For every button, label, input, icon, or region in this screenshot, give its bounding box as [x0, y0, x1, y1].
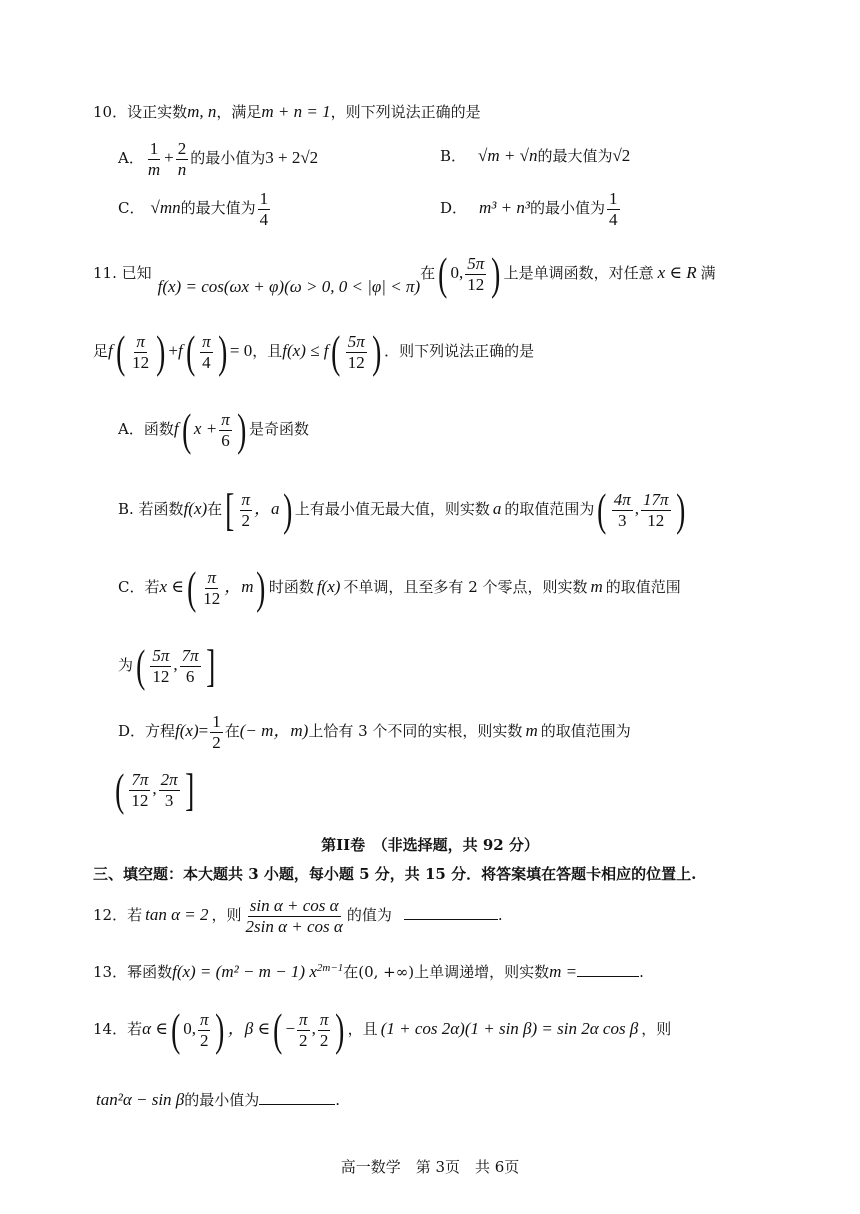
fraction: $\frac{1}{4}$ [609, 188, 618, 229]
q11-option-c-cont: 为( $\frac{5\pi}{12}$ , $\frac{7\pi}{6}$ ] [118, 640, 215, 691]
fraction: $\frac{\text{sin α + cos α}}{\text{2sin α + cos α}}$ [245, 895, 343, 936]
fraction: $\frac{5\pi}{12}$ [152, 645, 170, 686]
fraction: $\frac{7\pi}{12}$ [131, 769, 149, 810]
fraction: $\frac{7\pi}{6}$ [181, 645, 199, 686]
fraction: $\frac{4\pi}{3}$ [613, 489, 631, 530]
q11-option-b: B. 若函数f(x)在[ $\frac{\pi}{2}$ ，a) 上有最小值无最大值，则实数 a 的取值范围为( $\frac{4\pi}{3}$ , $\frac{17\pi}{12}$ ) [118, 484, 685, 535]
q10-option-c: C． √mn的最大值为 $\frac{1}{4}$ [118, 188, 269, 229]
q11-option-d: D．方程f(x)= $\frac{1}{2}$ 在(− m，m)上恰有 3 个不同的实根，则实数 m 的取值范围为 [118, 711, 631, 752]
q11-option-c: C．若x ∈( $\frac{\pi}{12}$ ，m) 时函数 f(x) 不单调，且至多有 2 个零点，则实数 m 的取值范围 [118, 562, 681, 613]
fraction: $\frac{5\pi}{12}$ [347, 331, 365, 372]
q10-option-d: D． m³ + n³的最小值为 $\frac{1}{4}$ [440, 188, 618, 229]
fraction: $\frac{1}{4}$ [259, 188, 269, 229]
q11-option-a: A．函数f( x + $\frac{\pi}{6}$ ) 是奇函数 [118, 404, 310, 455]
q11-stem: 11. 已知f(x) = cos(ωx + φ)(ω > 0, 0 < |φ| < π)在( 0, $\frac{5\pi}{12}$ ) 上是单调函数，对任意 x ∈ R 满 [93, 248, 716, 299]
q10-option-b: B． √m + √n的最大值为√2 [440, 146, 631, 165]
answer-blank[interactable] [577, 960, 639, 977]
fraction: $\frac{\pi}{12}$ [203, 567, 221, 608]
q14-line2: tan²α − sin β的最小值为 . [96, 1090, 341, 1109]
q11-line2: 足f( $\frac{\pi}{12}$ ) +f( $\frac{\pi}{4}$ ) = 0，且f(x) ≤ f( $\frac{5\pi}{12}$ ) ．则下列说法正确的是 [93, 326, 535, 377]
fraction: $\frac{17\pi}{12}$ [643, 489, 669, 530]
fraction: $\frac{1}{2}$ [212, 711, 221, 752]
q12: 12．若 tan α = 2 ，则 $\frac{\text{sin α + cos α}}{\text{2sin α + cos α}}$ 的值为 . [93, 895, 503, 936]
fraction: $\frac{\pi}{2}$ [299, 1009, 308, 1050]
q10-stem: 10．设正实数m, n，满足m + n = 1，则下列说法正确的是 [93, 102, 481, 121]
fraction: $\frac{\pi}{12}$ [132, 331, 150, 372]
fraction: $\frac{\pi}{4}$ [202, 331, 211, 372]
q11-option-d-cont: ( $\frac{7\pi}{12}$ , $\frac{2\pi}{3}$ ] [115, 764, 194, 815]
fraction: $\frac{2}{n}$ [177, 138, 187, 179]
fraction: $\frac{1}{m}$ [147, 138, 161, 179]
fraction: $\frac{2\pi}{3}$ [160, 769, 178, 810]
answer-blank[interactable] [259, 1088, 335, 1105]
q13: 13．幂函数f(x) = (m² − m − 1) $x^{2m-1}$在(0, +∞)上单调递增，则实数m = . [93, 962, 644, 981]
fraction: $\frac{\pi}{2}$ [199, 1009, 209, 1050]
page-footer: 高一数学 第 3页 共 6页 [340, 1158, 520, 1176]
fraction: $\frac{5\pi}{12}$ [467, 253, 485, 294]
q10-option-a: A． $\frac{1}{m}$ + $\frac{2}{n}$ 的最小值为3 + 2√2 [118, 138, 319, 179]
answer-blank[interactable] [404, 903, 498, 920]
fraction: $\frac{\pi}{6}$ [221, 409, 230, 450]
q14: 14．若α ∈( 0, $\frac{\pi}{2}$ ) ，β ∈( − $\frac{\pi}{2}$ , $\frac{\pi}{2}$ ) ，且 (1 + cos 2α)(1 + sin β) = sin 2α cos β ，则 [93, 1004, 672, 1055]
fraction: $\frac{\pi}{2}$ [241, 489, 251, 530]
fill-in-title: 三、填空题：本大题共 3 小题，每小题 5 分，共 15 分．将答案填在答题卡相应的位置上. [93, 865, 697, 883]
fraction: $\frac{\pi}{2}$ [319, 1009, 329, 1050]
section-title: 第II卷 （非选择题，共 92 分） [321, 836, 539, 854]
